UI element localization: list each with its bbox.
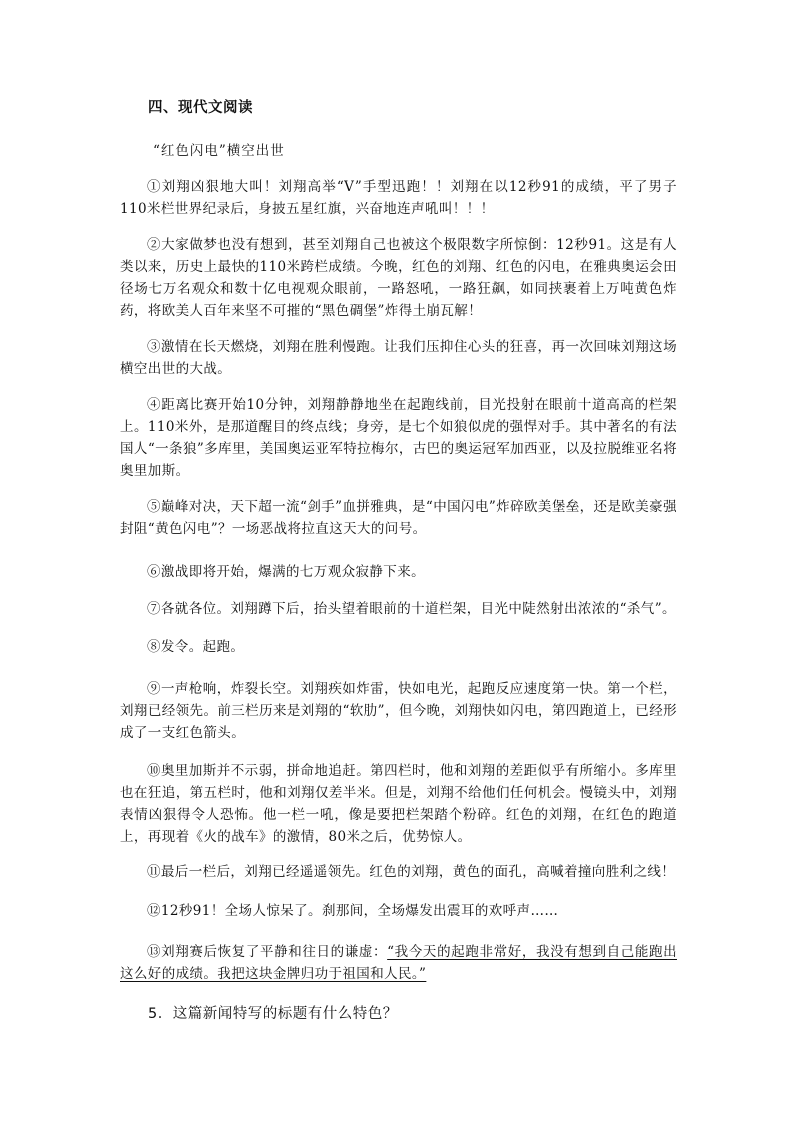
paragraph-6: ⑥激战即将开始，爆满的七万观众寂静下来。 [147,564,425,580]
paragraph-7: ⑦各就各位。刘翔蹲下后，抬头望着眼前的十道栏架，目光中陡然射出浓浓的“杀气”。 [147,601,676,617]
paragraph-4: ④距离比赛开始10分钟，刘翔静静地坐在起跑线前，目光投射在眼前十道高高的栏架上。110米外，是那道醒目的终点线；身旁，是七个如狼似虎的强悍对手。其中著名的有法国人“一条狼”多库里，美国奥运亚军特拉梅尔，古巴的奥运冠军加西亚，以及拉脱维亚名将奥里加斯。 [120,397,677,479]
paragraph-13 [120,941,677,985]
paragraph-11: ⑪最后一栏后，刘翔已经遥遥领先。红色的刘翔，黄色的面孔，高喊着撞向胜利之线！ [147,864,676,880]
paragraph-2: ②大家做梦也没有想到，甚至刘翔自己也被这个极限数字所惊倒：12秒91。这是有人类以来，历史上最快的110米跨栏成绩。今晚，红色的刘翔、红色的闪电，在雅典奥运会田径场七万名观众和数十亿电视观众眼前，一路怒吼，一路狂飙，如同挟裹着上万吨黄色炸药，将欧美人百年来坚不可摧的“黑色碉堡”炸得土崩瓦解！ [120,237,677,319]
paragraph-10: ⑩奥里加斯并不示弱，拼命地追赶。第四栏时，他和刘翔的差距似乎有所缩小。多库里也在狂追，第五栏时，他和刘翔仅差半米。但是，刘翔不给他们任何机会。慢镜头中，刘翔表情凶狠得令人恐怖。他一栏一吼，像是要把栏架踏个粉碎。红色的刘翔，在红色的跑道上，再现着《火的战车》的激情，80米之后，优势惊人。 [120,763,677,845]
paragraph-12: ⑫12秒91！全场人惊呆了。刹那间，全场爆发出震耳的欢呼声…… [147,903,559,919]
section-heading: 四、现代文阅读 [148,100,253,116]
paragraph-3: ③激情在长天燃烧，刘翔在胜利慢跑。让我们压抑住心头的狂喜，再一次回味刘翔这场横空出世的大战。 [120,339,677,377]
question-5: 5．这篇新闻特写的标题有什么特色？ [148,1006,398,1022]
paragraph-13-quote: “我今天的起跑非常好，我没有想到自己能跑出这么好的成绩。我把这块金牌归功于祖国和人民。” [120,944,677,982]
paragraph-13-lead: ⑬刘翔赛后恢复了平静和往日的谦虚： [147,944,388,960]
paragraph-8: ⑧发令。起跑。 [147,639,245,655]
paragraph-5: ⑤巅峰对决，天下超一流“剑手”血拼雅典，是“中国闪电”炸碎欧美堡垒，还是欧美豪强封阻“黄色闪电”？一场恶战将拉直这天大的问号。 [120,499,677,537]
paragraph-9: ⑨一声枪响，炸裂长空。刘翔疾如炸雷，快如电光，起跑反应速度第一快。第一个栏，刘翔已经领先。前三栏历来是刘翔的“软肋”，但今晚，刘翔快如闪电，第四跑道上，已经形成了一支红色箭头。 [120,681,677,741]
article-title: “红色闪电”横空出世 [153,143,285,159]
paragraph-1: ①刘翔凶狠地大叫！刘翔高举“V”手型迅跑！！刘翔在以12秒91的成绩，平了男子110米栏世界纪录后，身披五星红旗，兴奋地连声吼叫！！！ [120,179,677,217]
